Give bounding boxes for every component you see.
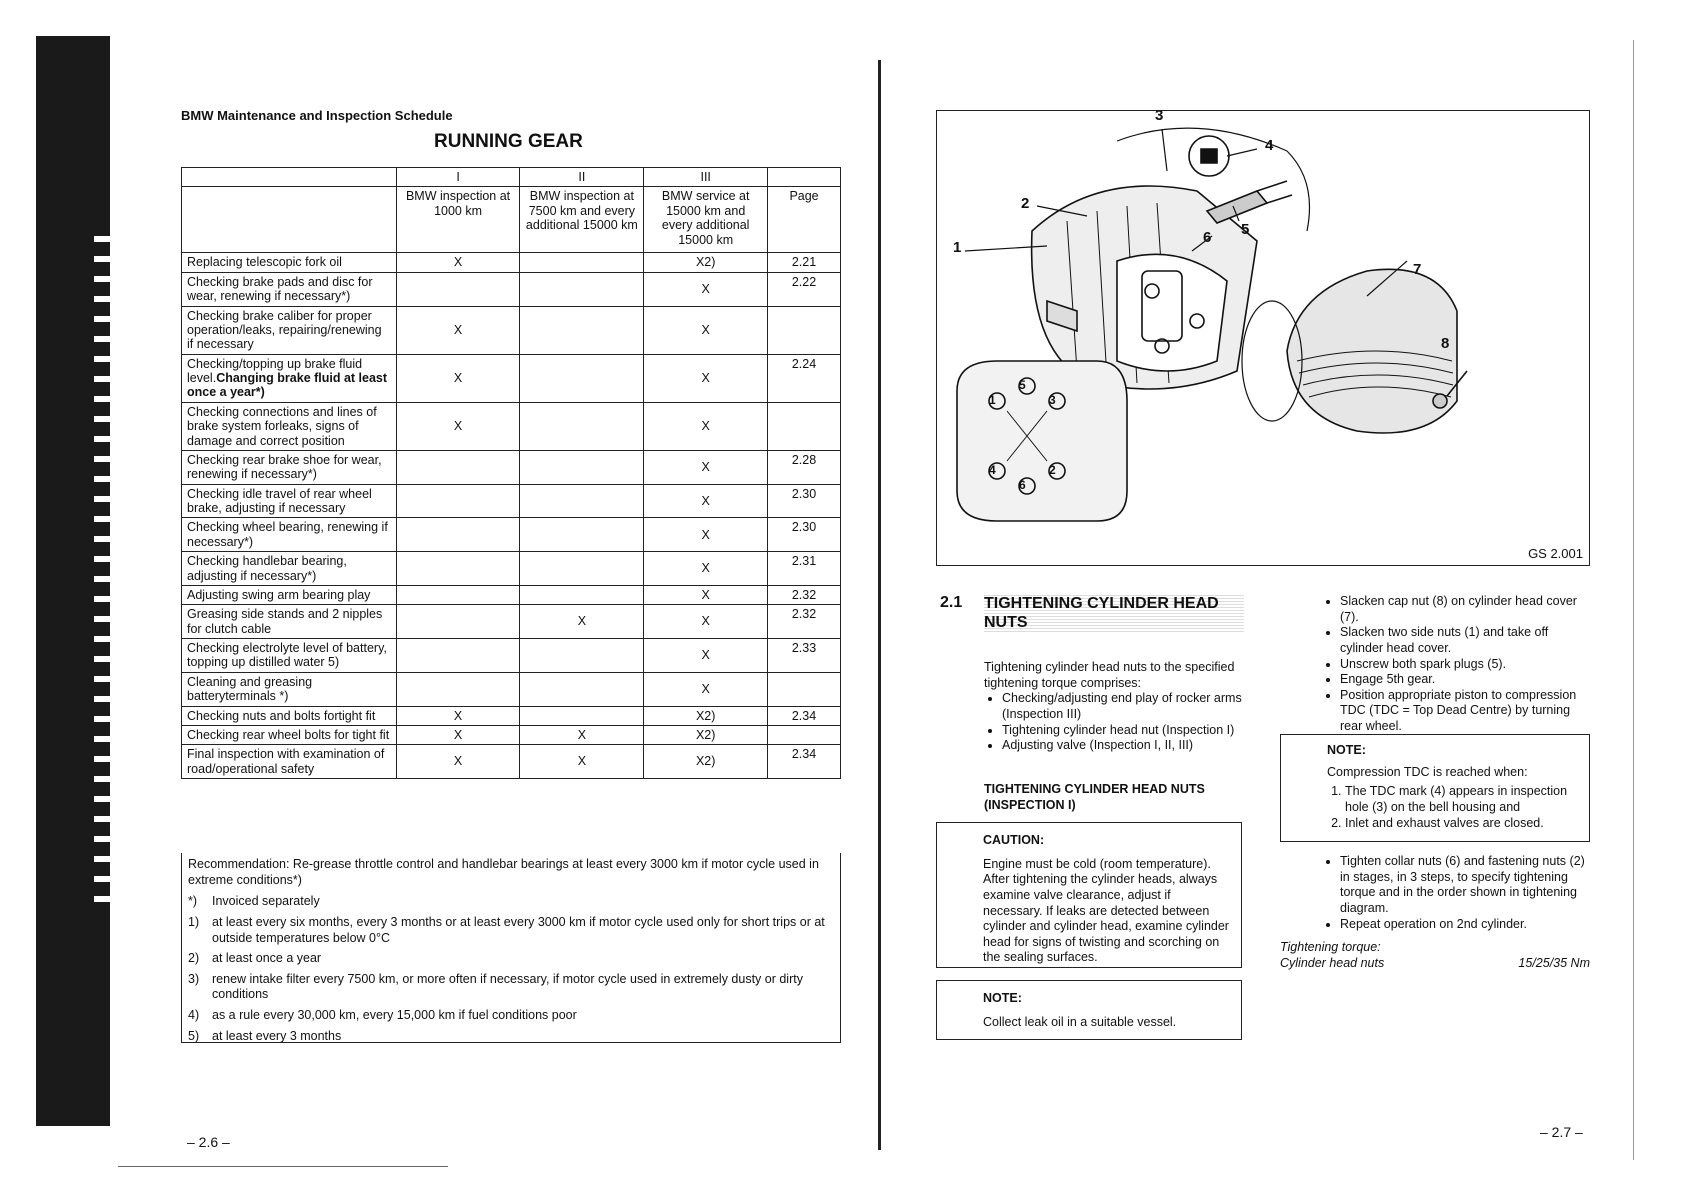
schedule-table [181,167,841,779]
mark-service-15000: X2) [644,706,768,725]
list-item: • Engage 5th gear. [1340,672,1592,688]
mark-inspection-7500 [520,706,644,725]
mark-service-15000: X [644,605,768,639]
table-row [182,605,841,639]
table-row [182,484,841,518]
mark-service-15000: X2) [644,253,768,272]
mark-inspection-1000 [396,605,520,639]
table-row [182,552,841,586]
intro-text: Tightening cylinder head nuts to the specified tightening torque comprises: [984,660,1235,690]
engine-figure [936,107,1590,566]
list-item: 1. The TDC mark (4) appears in inspection hole (3) on the bell housing and [1345,784,1579,815]
cylinder-head-illustration [937,111,1588,564]
table-header-row [182,187,841,253]
table-row [182,745,841,779]
task-text: Checking brake caliber for proper operation/leaks, repairing/renewing if necessary [187,308,382,352]
mark-service-15000: X [644,518,768,552]
mark-inspection-1000 [396,450,520,484]
mark-service-15000: X [644,639,768,673]
task-text: Adjusting swing arm bearing play [187,587,371,602]
task-text: Greasing side stands and 2 nipples for clutch cable [187,607,383,636]
table-row [182,585,841,604]
page-ref [768,672,841,706]
table-row [182,518,841,552]
task-cell [182,706,397,725]
page-ref: 2.24 [768,354,841,402]
mark-inspection-7500 [520,450,644,484]
task-cell [182,725,397,744]
torque-value: 15/25/35 Nm [1518,955,1590,970]
page-ref: 2.30 [768,518,841,552]
schedule-notes [181,853,841,1043]
task-cell [182,450,397,484]
mark-inspection-7500 [520,552,644,586]
callout-1: 1 [953,239,962,256]
figure-label: GS 2.001 [1528,546,1583,561]
table-row [182,672,841,706]
page-ref: 2.32 [768,605,841,639]
mark-inspection-7500 [520,585,644,604]
mark-inspection-1000: X [396,306,520,354]
mark-inspection-1000: X [396,253,520,272]
footnote [188,1029,834,1045]
table-row [182,272,841,306]
page-ref: 2.28 [768,450,841,484]
page-ref: 2.33 [768,639,841,673]
page-ref [768,402,841,450]
col-header-page: Page [768,187,841,253]
note-intro: Compression TDC is reached when: [1327,764,1528,779]
task-text-bold: Changing brake fluid at least once a year*) [187,371,388,400]
page-ref [768,306,841,354]
footnote-text: renew intake filter every 7500 km, or more often if necessary, if motor cycle used in extremely dusty or dirty conditions [212,971,803,1002]
page-ref: 2.32 [768,585,841,604]
footnote-key: 2) [188,951,200,966]
mark-service-15000: X2) [644,725,768,744]
footnote-key: 5) [188,1028,200,1043]
page-ref: 2.31 [768,552,841,586]
list-item: • Position appropriate piston to compression TDC (TDC = Top Dead Centre) by turning rear wheel. [1340,688,1592,735]
list-item: • Slacken two side nuts (1) and take off cylinder head cover. [1340,625,1592,656]
torque-item: Cylinder head nuts [1280,955,1385,970]
footnote [188,1008,834,1024]
mark-service-15000: X [644,585,768,604]
footnote-text: Invoiced separately [212,894,320,909]
col-header-service-15000: BMW service at 15000 km and every additional 15000 km [644,187,768,253]
footnote-list [188,894,834,1044]
task-text: Replacing telescopic fork oil [187,255,342,270]
table-row [182,639,841,673]
mark-inspection-7500: X [520,605,644,639]
page-edge-line [1633,40,1634,1160]
task-text: Checking idle travel of rear wheel brake, adjusting if necessary [187,486,372,515]
table-row [182,253,841,272]
caution-title: CAUTION: [983,833,1045,847]
seq-1: 1 [989,393,996,407]
mark-inspection-7500 [520,272,644,306]
list-item: • Adjusting valve (Inspection I, II, III) [1002,738,1250,754]
mark-inspection-1000 [396,518,520,552]
page-ref: 2.34 [768,745,841,779]
table-roman-header-row [182,168,841,187]
mark-inspection-1000: X [396,402,520,450]
seq-2: 2 [1049,463,1056,477]
mark-service-15000: X [644,306,768,354]
note-title: NOTE: [983,991,1022,1005]
mark-service-15000: X [644,402,768,450]
task-cell [182,745,397,779]
section-intro [984,660,1250,754]
mark-inspection-1000 [396,552,520,586]
page-ref: 2.21 [768,253,841,272]
table-row [182,706,841,725]
task-text: Checking brake pads and disc for wear, renewing if necessary*) [187,274,373,304]
task-text: Checking nuts and bolts fortight fit [187,708,376,723]
footnote [188,951,834,967]
bottom-rule [118,1166,448,1167]
task-cell [182,253,397,272]
task-cell [182,354,397,402]
callout-2: 2 [1021,195,1030,212]
note-text: Collect leak oil in a suitable vessel. [983,1014,1177,1029]
subheading: TIGHTENING CYLINDER HEAD NUTS (INSPECTION I) [984,782,1205,812]
mark-inspection-1000: X [396,354,520,402]
task-text: Checking/topping up brake fluid level. [187,356,363,385]
table-row [182,402,841,450]
task-cell [182,605,397,639]
seq-6: 6 [1019,478,1026,492]
task-text: Checking handlebar bearing, adjusting if necessary*) [187,554,347,583]
col-roman-1: I [396,168,520,187]
task-text: Checking rear wheel bolts for tight fit [187,727,390,742]
section-title: TIGHTENING CYLINDER HEAD NUTS [984,594,1244,632]
note-list [1327,784,1579,831]
mark-inspection-1000: X [396,725,520,744]
intro-list [984,691,1250,754]
callout-5: 5 [1241,221,1250,238]
mark-inspection-1000 [396,639,520,673]
list-item: 2. Inlet and exhaust valves are closed. [1345,816,1579,832]
page-number-right: – 2.7 – [1540,1124,1583,1140]
footnote-text: at least once a year [212,951,322,966]
table-row [182,725,841,744]
mark-inspection-7500 [520,354,644,402]
mark-inspection-7500 [520,518,644,552]
torque-label: Tightening torque: [1280,940,1381,954]
mark-inspection-7500 [520,253,644,272]
task-text: Checking connections and lines of brake system forleaks, signs of damage and correct position [187,404,377,448]
torque-spec [1280,940,1590,971]
task-cell [182,402,397,450]
list-item: • Checking/adjusting end play of rocker arms (Inspection III) [1002,691,1250,722]
footnote-key: 4) [188,1008,200,1022]
task-cell [182,518,397,552]
callout-3: 3 [1155,107,1164,124]
mark-inspection-7500 [520,639,644,673]
mark-inspection-7500: X [520,725,644,744]
mark-inspection-1000: X [396,745,520,779]
footnote-key: 3) [188,971,200,986]
col-roman-3: III [644,168,768,187]
task-text: Checking electrolyte level of battery, topping up distilled water 5) [187,641,387,670]
steps-list-a [1322,594,1592,735]
mark-service-15000: X [644,272,768,306]
schedule-header: BMW Maintenance and Inspection Schedule [181,108,453,123]
mark-inspection-7500 [520,402,644,450]
caution-text: Engine must be cold (room temperature). After tightening the cylinder heads, always examine valve clearance, adjust if necessary. If leaks are detected between cylinder and cylinder head, examine cylinder head for signs of twisting and scorching on the sealing surfaces. [983,856,1229,965]
footnote-text: at least every 3 months [212,1028,342,1043]
page-spine [878,60,881,1150]
page-ref: 2.22 [768,272,841,306]
table-row [182,306,841,354]
mark-inspection-7500 [520,306,644,354]
task-text: Cleaning and greasing batteryterminals *) [187,674,313,704]
task-cell [182,272,397,306]
seq-3: 3 [1049,393,1056,407]
task-text: Checking wheel bearing, renewing if necessary*) [187,520,388,549]
list-item: • Tightening cylinder head nut (Inspection I) [1002,723,1250,739]
list-item: • Unscrew both spark plugs (5). [1340,657,1592,673]
schedule-body [182,253,841,779]
page-number-left: – 2.6 – [187,1134,230,1150]
mark-service-15000: X [644,672,768,706]
mark-service-15000: X2) [644,745,768,779]
footnote [188,972,834,1003]
task-cell [182,306,397,354]
task-cell [182,484,397,518]
footnote [188,894,834,910]
section-number: 2.1 [940,594,963,611]
task-text: Checking rear brake shoe for wear, renewing if necessary*) [187,452,382,482]
recommendation-text: Recommendation: Re-grease throttle control and handlebar bearings at least every 3000 km if motor cycle used in extreme conditions*) [188,857,819,887]
mark-inspection-7500 [520,672,644,706]
mark-service-15000: X [644,354,768,402]
caution-box [936,822,1242,968]
table-row [182,354,841,402]
callout-4: 4 [1265,137,1274,154]
col-header-inspection-1000: BMW inspection at 1000 km [396,187,520,253]
note-box-leak [936,980,1242,1040]
page-ref [768,725,841,744]
note-box-tdc [1280,734,1590,842]
list-item: • Slacken cap nut (8) on cylinder head cover (7). [1340,594,1592,625]
mark-inspection-1000 [396,484,520,518]
callout-7: 7 [1413,261,1422,278]
steps-list-b [1322,854,1592,932]
callout-8: 8 [1441,335,1450,352]
mark-service-15000: X [644,450,768,484]
page-title: RUNNING GEAR [434,131,583,152]
task-cell [182,639,397,673]
seq-5: 5 [1019,378,1026,392]
task-cell [182,672,397,706]
footnote-key: *) [188,894,198,909]
seq-4: 4 [989,463,996,477]
task-cell [182,552,397,586]
mark-inspection-1000: X [396,706,520,725]
col-header-inspection-7500: BMW inspection at 7500 km and every additional 15000 km [520,187,644,253]
mark-inspection-1000 [396,272,520,306]
page-ref: 2.34 [768,706,841,725]
mark-service-15000: X [644,552,768,586]
col-roman-2: II [520,168,644,187]
footnote-text: at least every six months, every 3 months or at least every 3000 km if motor cycle used only for short trips or at outside temperatures below 0°C [212,914,825,945]
task-cell [182,585,397,604]
mark-inspection-7500: X [520,745,644,779]
callout-6: 6 [1203,229,1212,246]
footnote [188,915,834,946]
list-item: • Repeat operation on 2nd cylinder. [1340,917,1592,933]
footnote-key: 1) [188,914,200,929]
footnote-text: as a rule every 30,000 km, every 15,000 km if fuel conditions poor [212,1008,577,1022]
scan-binding-edge [36,36,110,1126]
task-text: Final inspection with examination of road/operational safety [187,747,385,776]
mark-service-15000: X [644,484,768,518]
mark-inspection-1000 [396,585,520,604]
mark-inspection-7500 [520,484,644,518]
page-ref: 2.30 [768,484,841,518]
note-title: NOTE: [1327,743,1366,757]
mark-inspection-1000 [396,672,520,706]
table-row [182,450,841,484]
list-item: • Tighten collar nuts (6) and fastening nuts (2) in stages, in 3 steps, to specify tightening torque and in the order shown in tightening diagram. [1340,854,1592,917]
